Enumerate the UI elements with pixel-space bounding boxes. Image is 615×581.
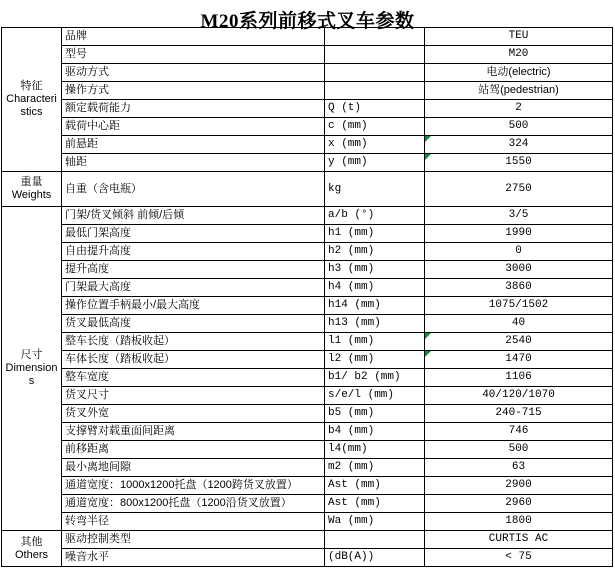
spec-label: 自重（含电瓶） [62, 172, 325, 207]
spec-value: 500 [425, 441, 613, 459]
spec-symbol [325, 531, 425, 549]
spec-symbol: h13 (mm) [325, 315, 425, 333]
table-row [2, 315, 613, 333]
group-label-en-2: s [28, 375, 35, 387]
table-row [2, 297, 613, 315]
spec-label: 门架/货叉倾斜 前倾/后倾 [62, 207, 325, 225]
spec-label: 额定载荷能力 [62, 100, 325, 118]
spec-label: 前移距离 [62, 441, 325, 459]
spec-symbol: h1 (mm) [325, 225, 425, 243]
spec-value: 1470 [425, 351, 613, 369]
table-row [2, 225, 613, 243]
spec-label: 载荷中心距 [62, 118, 325, 136]
spec-symbol [325, 82, 425, 100]
spec-symbol: h2 (mm) [325, 243, 425, 261]
table-row [2, 369, 613, 387]
spec-label: 整车长度（踏板收起） [62, 333, 325, 351]
spec-symbol [325, 64, 425, 82]
spec-symbol [325, 46, 425, 64]
table-row [2, 387, 613, 405]
spec-label: 最低门架高度 [62, 225, 325, 243]
spec-symbol: b5 (mm) [325, 405, 425, 423]
spec-symbol: y (mm) [325, 154, 425, 172]
spec-label: 操作位置手柄最小/最大高度 [62, 297, 325, 315]
group-dimensions [2, 207, 62, 531]
spec-label: 货叉外宽 [62, 405, 325, 423]
spec-label: 门架最大高度 [62, 279, 325, 297]
table-row [2, 495, 613, 513]
group-weights [2, 172, 62, 207]
spec-symbol: h14 (mm) [325, 297, 425, 315]
spec-value: TEU [425, 28, 613, 46]
table-row [2, 333, 613, 351]
spec-value: 3000 [425, 261, 613, 279]
spec-label: 自由提升高度 [62, 243, 325, 261]
spec-symbol: Q (t) [325, 100, 425, 118]
group-others [2, 531, 62, 567]
table-row [2, 459, 613, 477]
table-row [2, 549, 613, 567]
spec-value: 1990 [425, 225, 613, 243]
table-row [2, 423, 613, 441]
spec-symbol: Wa (mm) [325, 513, 425, 531]
table-row [2, 405, 613, 423]
spec-symbol: l4(mm) [325, 441, 425, 459]
spec-value: 1075/1502 [425, 297, 613, 315]
spec-symbol: l1 (mm) [325, 333, 425, 351]
spec-value: 63 [425, 459, 613, 477]
spec-value: 324 [425, 136, 613, 154]
group-label-en: Weights [11, 189, 52, 201]
table-row [2, 64, 613, 82]
spec-label: 货叉尺寸 [62, 387, 325, 405]
spec-value: 2 [425, 100, 613, 118]
group-label-zh: 重量 [20, 176, 43, 188]
spec-value: 1800 [425, 513, 613, 531]
specifications-table [1, 27, 613, 567]
spec-value: 40/120/1070 [425, 387, 613, 405]
spec-symbol: h3 (mm) [325, 261, 425, 279]
spec-label: 通道宽度：800x1200托盘（1200沿货叉放置） [62, 495, 325, 513]
spec-value: 2960 [425, 495, 613, 513]
spec-label: 提升高度 [62, 261, 325, 279]
spec-label: 货叉最低高度 [62, 315, 325, 333]
spec-label: 驱动控制类型 [62, 531, 325, 549]
spec-symbol: h4 (mm) [325, 279, 425, 297]
spec-label: 操作方式 [62, 82, 325, 100]
spec-label: 品牌 [62, 28, 325, 46]
spec-symbol: l2 (mm) [325, 351, 425, 369]
spec-value: 1550 [425, 154, 613, 172]
spec-value: 2540 [425, 333, 613, 351]
spec-symbol: x (mm) [325, 136, 425, 154]
group-label-en-1: Characteri [6, 93, 57, 105]
group-characteristics [2, 28, 62, 172]
table-row [2, 100, 613, 118]
spec-value: 2750 [425, 172, 613, 207]
table-row [2, 207, 613, 225]
table-row [2, 136, 613, 154]
spec-label: 转弯半径 [62, 513, 325, 531]
spec-symbol: (dB(A)) [325, 549, 425, 567]
table-row [2, 243, 613, 261]
spec-value: CURTIS AC [425, 531, 613, 549]
spec-value: M20 [425, 46, 613, 64]
spec-label: 前悬距 [62, 136, 325, 154]
group-label-zh: 尺寸 [20, 349, 43, 361]
spec-symbol: Ast (mm) [325, 477, 425, 495]
table-row [2, 513, 613, 531]
spec-label: 支撑臂对载重面间距离 [62, 423, 325, 441]
group-label-zh: 其他 [20, 535, 43, 548]
group-label-en-1: Dimension [5, 362, 58, 374]
spec-label: 整车宽度 [62, 369, 325, 387]
table-row [2, 351, 613, 369]
spec-value: 746 [425, 423, 613, 441]
spec-symbol: c (mm) [325, 118, 425, 136]
spec-value: 电动(electric) [425, 64, 613, 82]
table-row [2, 82, 613, 100]
table-row [2, 531, 613, 549]
spec-symbol: a/b (°) [325, 207, 425, 225]
spec-label: 最小离地间隙 [62, 459, 325, 477]
group-label-zh: 特征 [20, 80, 43, 92]
spec-label: 驱动方式 [62, 64, 325, 82]
spec-value: 3860 [425, 279, 613, 297]
spec-value: 1106 [425, 369, 613, 387]
table-row [2, 172, 613, 207]
spec-symbol: b1/ b2 (mm) [325, 369, 425, 387]
spec-label: 车体长度（踏板收起） [62, 351, 325, 369]
spec-value: 0 [425, 243, 613, 261]
group-label-en-2: stics [20, 106, 43, 118]
spec-value: < 75 [425, 549, 613, 567]
spec-value: 40 [425, 315, 613, 333]
spec-label: 通道宽度：1000x1200托盘（1200跨货叉放置） [62, 477, 325, 495]
spec-value: 2900 [425, 477, 613, 495]
table-row [2, 46, 613, 64]
table-row [2, 261, 613, 279]
group-label-en: Others [14, 548, 48, 561]
page-title: M20系列前移式叉车参数 [200, 11, 415, 32]
spec-value: 站驾(pedestrian) [425, 82, 613, 100]
spec-symbol: m2 (mm) [325, 459, 425, 477]
table-row [2, 441, 613, 459]
spec-symbol: Ast (mm) [325, 495, 425, 513]
table-row [2, 118, 613, 136]
spec-symbol: kg [325, 172, 425, 207]
spec-label: 型号 [62, 46, 325, 64]
spec-value: 240-715 [425, 405, 613, 423]
table-body [2, 28, 613, 567]
table-row [2, 279, 613, 297]
table-row [2, 154, 613, 172]
spec-symbol: s/e/l (mm) [325, 387, 425, 405]
spec-value: 500 [425, 118, 613, 136]
spec-label: 噪音水平 [62, 549, 325, 567]
table-row [2, 477, 613, 495]
spec-label: 轴距 [62, 154, 325, 172]
spec-value: 3/5 [425, 207, 613, 225]
spec-symbol: b4 (mm) [325, 423, 425, 441]
